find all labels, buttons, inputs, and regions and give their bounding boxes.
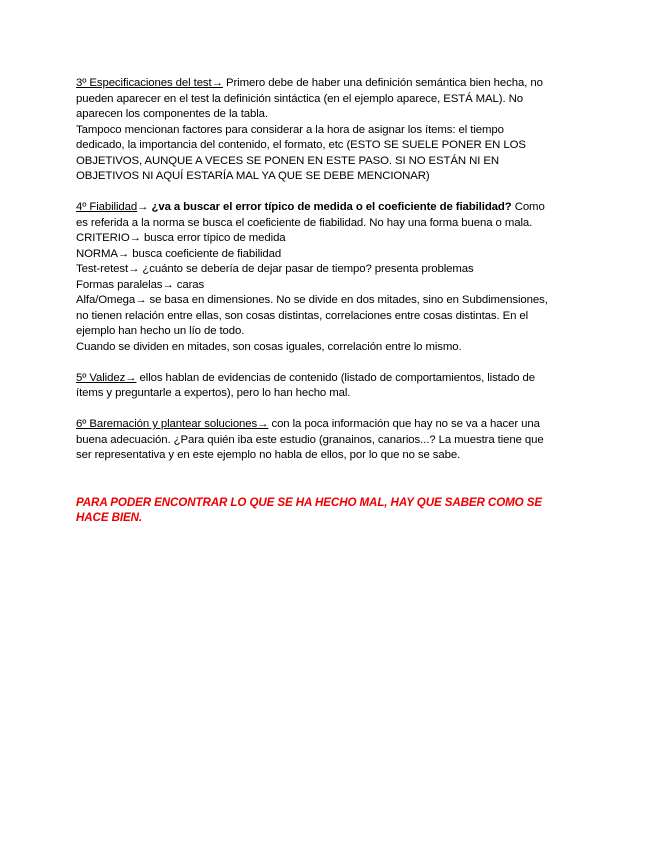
- bold-question: ¿va a buscar el error típico de medida o el coeficiente de fiabilidad?: [151, 201, 512, 213]
- paragraph-line: dedicado, la importancia del contenido, el formato, etc (ESTO SE SUELE PONER EN LOS: [76, 139, 526, 151]
- section-heading: 3º Especificaciones del test→: [76, 77, 223, 89]
- paragraph-line: CRITERIO→ busca error típico de medida: [76, 232, 286, 244]
- paragraph-line: ítems y preguntarle a expertos), pero lo han hecho mal.: [76, 387, 351, 399]
- paragraph-line: Tampoco mencionan factores para considerar a la hora de asignar los ítems: el tiempo: [76, 123, 504, 136]
- paragraph-line: OBJETIVOS NI AQUÍ ESTARÍA MAL YA QUE SE DEBE MENCIONAR): [76, 170, 430, 182]
- paragraph-text: ellos hablan de evidencias de contenido (listado de comportamientos, listado de: [136, 371, 535, 384]
- paragraph-line: NORMA→ busca coeficiente de fiabilidad: [76, 247, 282, 260]
- section-heading: 5º Validez→: [76, 371, 137, 384]
- paragraph-line: Cuando se dividen en mitades, son cosas iguales, correlación entre lo mismo.: [76, 340, 462, 353]
- paragraph-line: OBJETIVOS, AUNQUE A VECES SE PONEN EN ESTE PASO. SI NO ESTÁN NI EN: [76, 154, 499, 167]
- paragraph-line: ser representativa y en este ejemplo no habla de ellos, por lo que no se sabe.: [76, 449, 461, 461]
- section-heading: 6º Baremación y plantear soluciones→: [76, 418, 269, 430]
- conclusion-line: PARA PODER ENCONTRAR LO QUE SE HA HECHO MAL, HAY QUE SABER COMO SE: [76, 495, 542, 509]
- paragraph-text: Como: [511, 201, 545, 213]
- paragraph-line: [76, 76, 581, 92]
- paragraph-line: [76, 200, 581, 216]
- document-body: [76, 76, 581, 526]
- section-heading: 4º Fiabilidad: [76, 201, 138, 213]
- paragraph-line: no tienen relación entre ellas, son cosas distintas, correlaciones entre cosas distintas. En el: [76, 309, 529, 322]
- paragraph-line: ejemplo han hecho un lío de todo.: [76, 325, 245, 337]
- paragraph-line: [76, 371, 581, 387]
- section-especificaciones: [76, 76, 581, 185]
- paragraph-line: buena adecuación. ¿Para quién iba este estudio (granainos, canarios...? La muestra tiene que: [76, 433, 544, 446]
- paragraph-line: Alfa/Omega→ se basa en dimensiones. No se divide en dos mitades, sino en Subdimensiones,: [76, 294, 548, 306]
- paragraph-text: con la poca información que hay no se va a hacer una: [268, 418, 540, 430]
- paragraph-line: [76, 417, 581, 433]
- paragraph-line: Test-retest→ ¿cuánto se debería de dejar pasar de tiempo? presenta problemas: [76, 263, 474, 275]
- section-fiabilidad: [76, 200, 581, 355]
- paragraph-line: es referida a la norma se busca el coeficiente de fiabilidad. No hay una forma buena o mala.: [76, 216, 533, 229]
- paragraph-line: Formas paralelas→ caras: [76, 278, 205, 291]
- paragraph-text: Primero debe de haber una definición semántica bien hecha, no: [222, 77, 543, 89]
- section-validez: [76, 371, 581, 402]
- conclusion-line: HACE BIEN.: [76, 511, 142, 524]
- section-baremacion: [76, 417, 581, 464]
- arrow-text: →: [137, 201, 152, 213]
- paragraph-line: pueden aparecer en el test la definición sintáctica (en el ejemplo aparece, ESTÁ MAL). No: [76, 92, 523, 105]
- paragraph-line: aparecen los componentes de la tabla.: [76, 108, 268, 120]
- conclusion-note: [76, 495, 581, 526]
